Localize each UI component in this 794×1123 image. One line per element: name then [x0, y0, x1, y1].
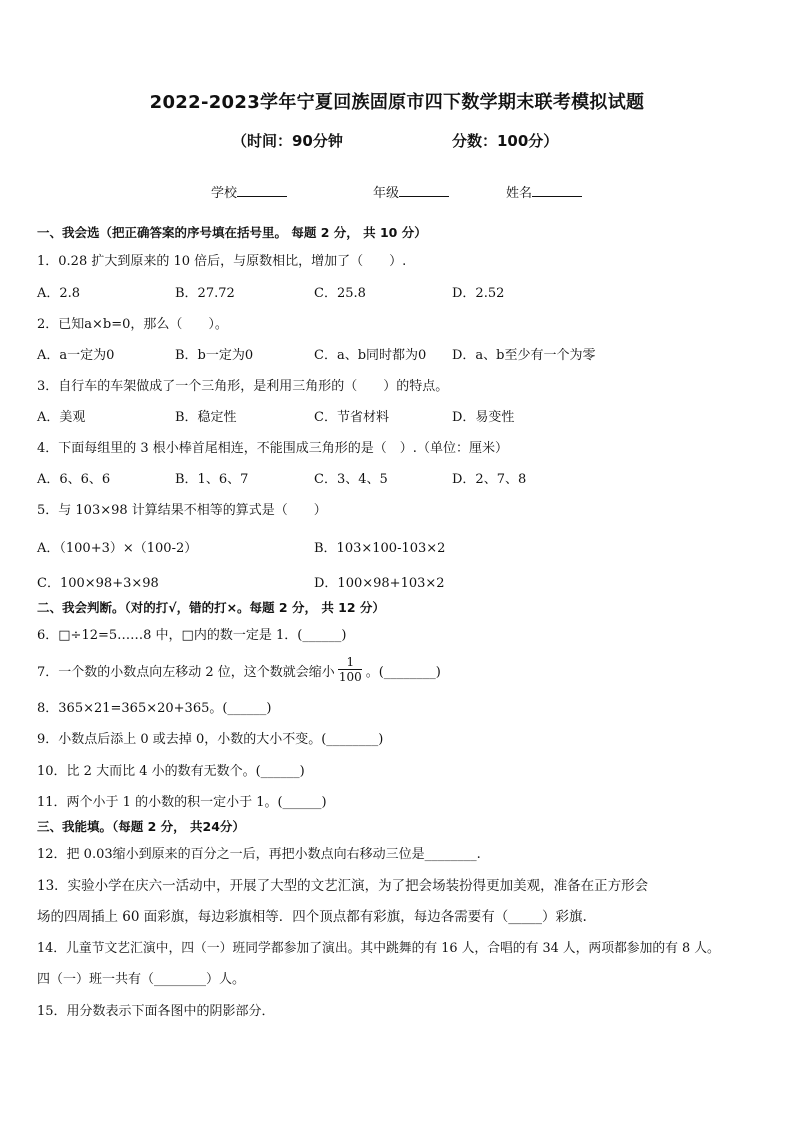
question-14-line-1: 14．儿童节文艺汇演中，四（一）班同学都参加了演出。其中跳舞的有 16 人，合唱的有 34 人，两项都参加的有 8 人。: [37, 941, 720, 956]
q5-option-b: B．103×100-103×2: [314, 541, 446, 556]
q3-option-d: D．易变性: [452, 410, 515, 425]
question-15: 15．用分数表示下面各图中的阴影部分．: [37, 1004, 275, 1019]
section-heading-judge: 二、我会判断。（对的打√，错的打×。每题 2 分， 共 12 分）: [37, 600, 385, 615]
name-field: [506, 182, 582, 201]
q1-option-b: B．27.72: [175, 286, 235, 301]
q4-option-d: D．2、7、8: [452, 472, 527, 487]
question-4: 4．下面每组里的 3 根小棒首尾相连，不能围成三角形的是（ ）.（单位：厘米）: [37, 441, 508, 456]
school-label: 学校: [211, 186, 238, 201]
q2-option-c: C．a、b同时都为0: [314, 348, 427, 363]
exam-score: 分数：100分）: [452, 132, 559, 150]
exam-time: （时间：90分钟: [232, 132, 343, 150]
grade-field: [373, 182, 449, 201]
q3-option-c: C．节省材料: [314, 410, 389, 425]
q2-option-d: D．a、b至少有一个为零: [452, 348, 596, 363]
q3-option-a: A．美观: [37, 410, 86, 425]
school-field: [211, 182, 287, 201]
q3-option-b: B．稳定性: [175, 410, 237, 425]
question-13-line-1: 13．实验小学在庆六一活动中，开展了大型的文艺汇演，为了把会场装扮得更加美观，准备在正方形会: [37, 878, 649, 894]
q7-denominator: 100: [338, 670, 362, 684]
q1-option-c: C．25.8: [314, 286, 366, 301]
question-12: 12．把 0.03缩小到原来的百分之一后，再把小数点向右移动三位是________.: [37, 847, 481, 862]
q7-text: 7．一个数的小数点向左移动 2 位，这个数就会缩小: [37, 664, 335, 680]
question-9: 9．小数点后添上 0 或去掉 0，小数的大小不变。(________): [37, 732, 384, 747]
q7-fraction: [337, 655, 364, 685]
q1-option-a: A．2.8: [37, 286, 81, 301]
question-5: 5．与 103×98 计算结果不相等的算式是（ ）: [37, 503, 327, 518]
school-blank[interactable]: [237, 184, 287, 197]
question-10: 10．比 2 大而比 4 小的数有无数个。(______): [37, 764, 305, 779]
q4-option-c: C．3、4、5: [314, 472, 388, 487]
q4-option-b: B．1、6、7: [175, 472, 249, 487]
q1-option-d: D．2.52: [452, 286, 505, 301]
page-title: 2022-2023学年宁夏回族固原市四下数学期末联考模拟试题: [149, 92, 645, 113]
question-6: 6．□÷12=5……8 中，□内的数一定是 1．(______): [37, 628, 347, 643]
q5-option-a: A．（100+3）×（100-2）: [37, 541, 198, 556]
question-1: 1．0.28 扩大到原来的 10 倍后，与原数相比，增加了（ ）.: [37, 254, 407, 269]
name-label: 姓名: [506, 186, 533, 201]
section-heading-fill: 三、我能填。（每题 2 分， 共24分）: [37, 819, 245, 834]
grade-blank[interactable]: [399, 184, 449, 197]
name-blank[interactable]: [532, 184, 582, 197]
q4-option-a: A．6、6、6: [37, 472, 111, 487]
q7-numerator: 1: [346, 655, 355, 669]
q5-option-d: D．100×98+103×2: [314, 576, 445, 591]
q2-option-a: A．a一定为0: [37, 348, 115, 363]
question-8: 8．365×21=365×20+365。(______): [37, 701, 272, 716]
q5-option-c: C．100×98+3×98: [37, 576, 159, 591]
q7-blank-text: 。(________): [365, 664, 441, 680]
section-heading-choice: 一、我会选（把正确答案的序号填在括号里。 每题 2 分， 共 10 分）: [37, 225, 427, 240]
grade-label: 年级: [373, 186, 400, 201]
question-2: 2．已知a×b=0，那么（ ）。: [37, 317, 228, 332]
question-7: [37, 650, 441, 690]
question-3: 3．自行车的车架做成了一个三角形，是利用三角形的（ ）的特点。: [37, 379, 449, 394]
question-11: 11．两个小于 1 的小数的积一定小于 1。(______): [37, 795, 327, 810]
question-13-line-2: 场的四周插上 60 面彩旗，每边彩旗相等．四个顶点都有彩旗，每边各需要有（_____）彩旗.: [37, 909, 587, 925]
question-14-line-2: 四（一）班一共有（________）人。: [37, 972, 246, 987]
q2-option-b: B．b一定为0: [175, 348, 254, 363]
